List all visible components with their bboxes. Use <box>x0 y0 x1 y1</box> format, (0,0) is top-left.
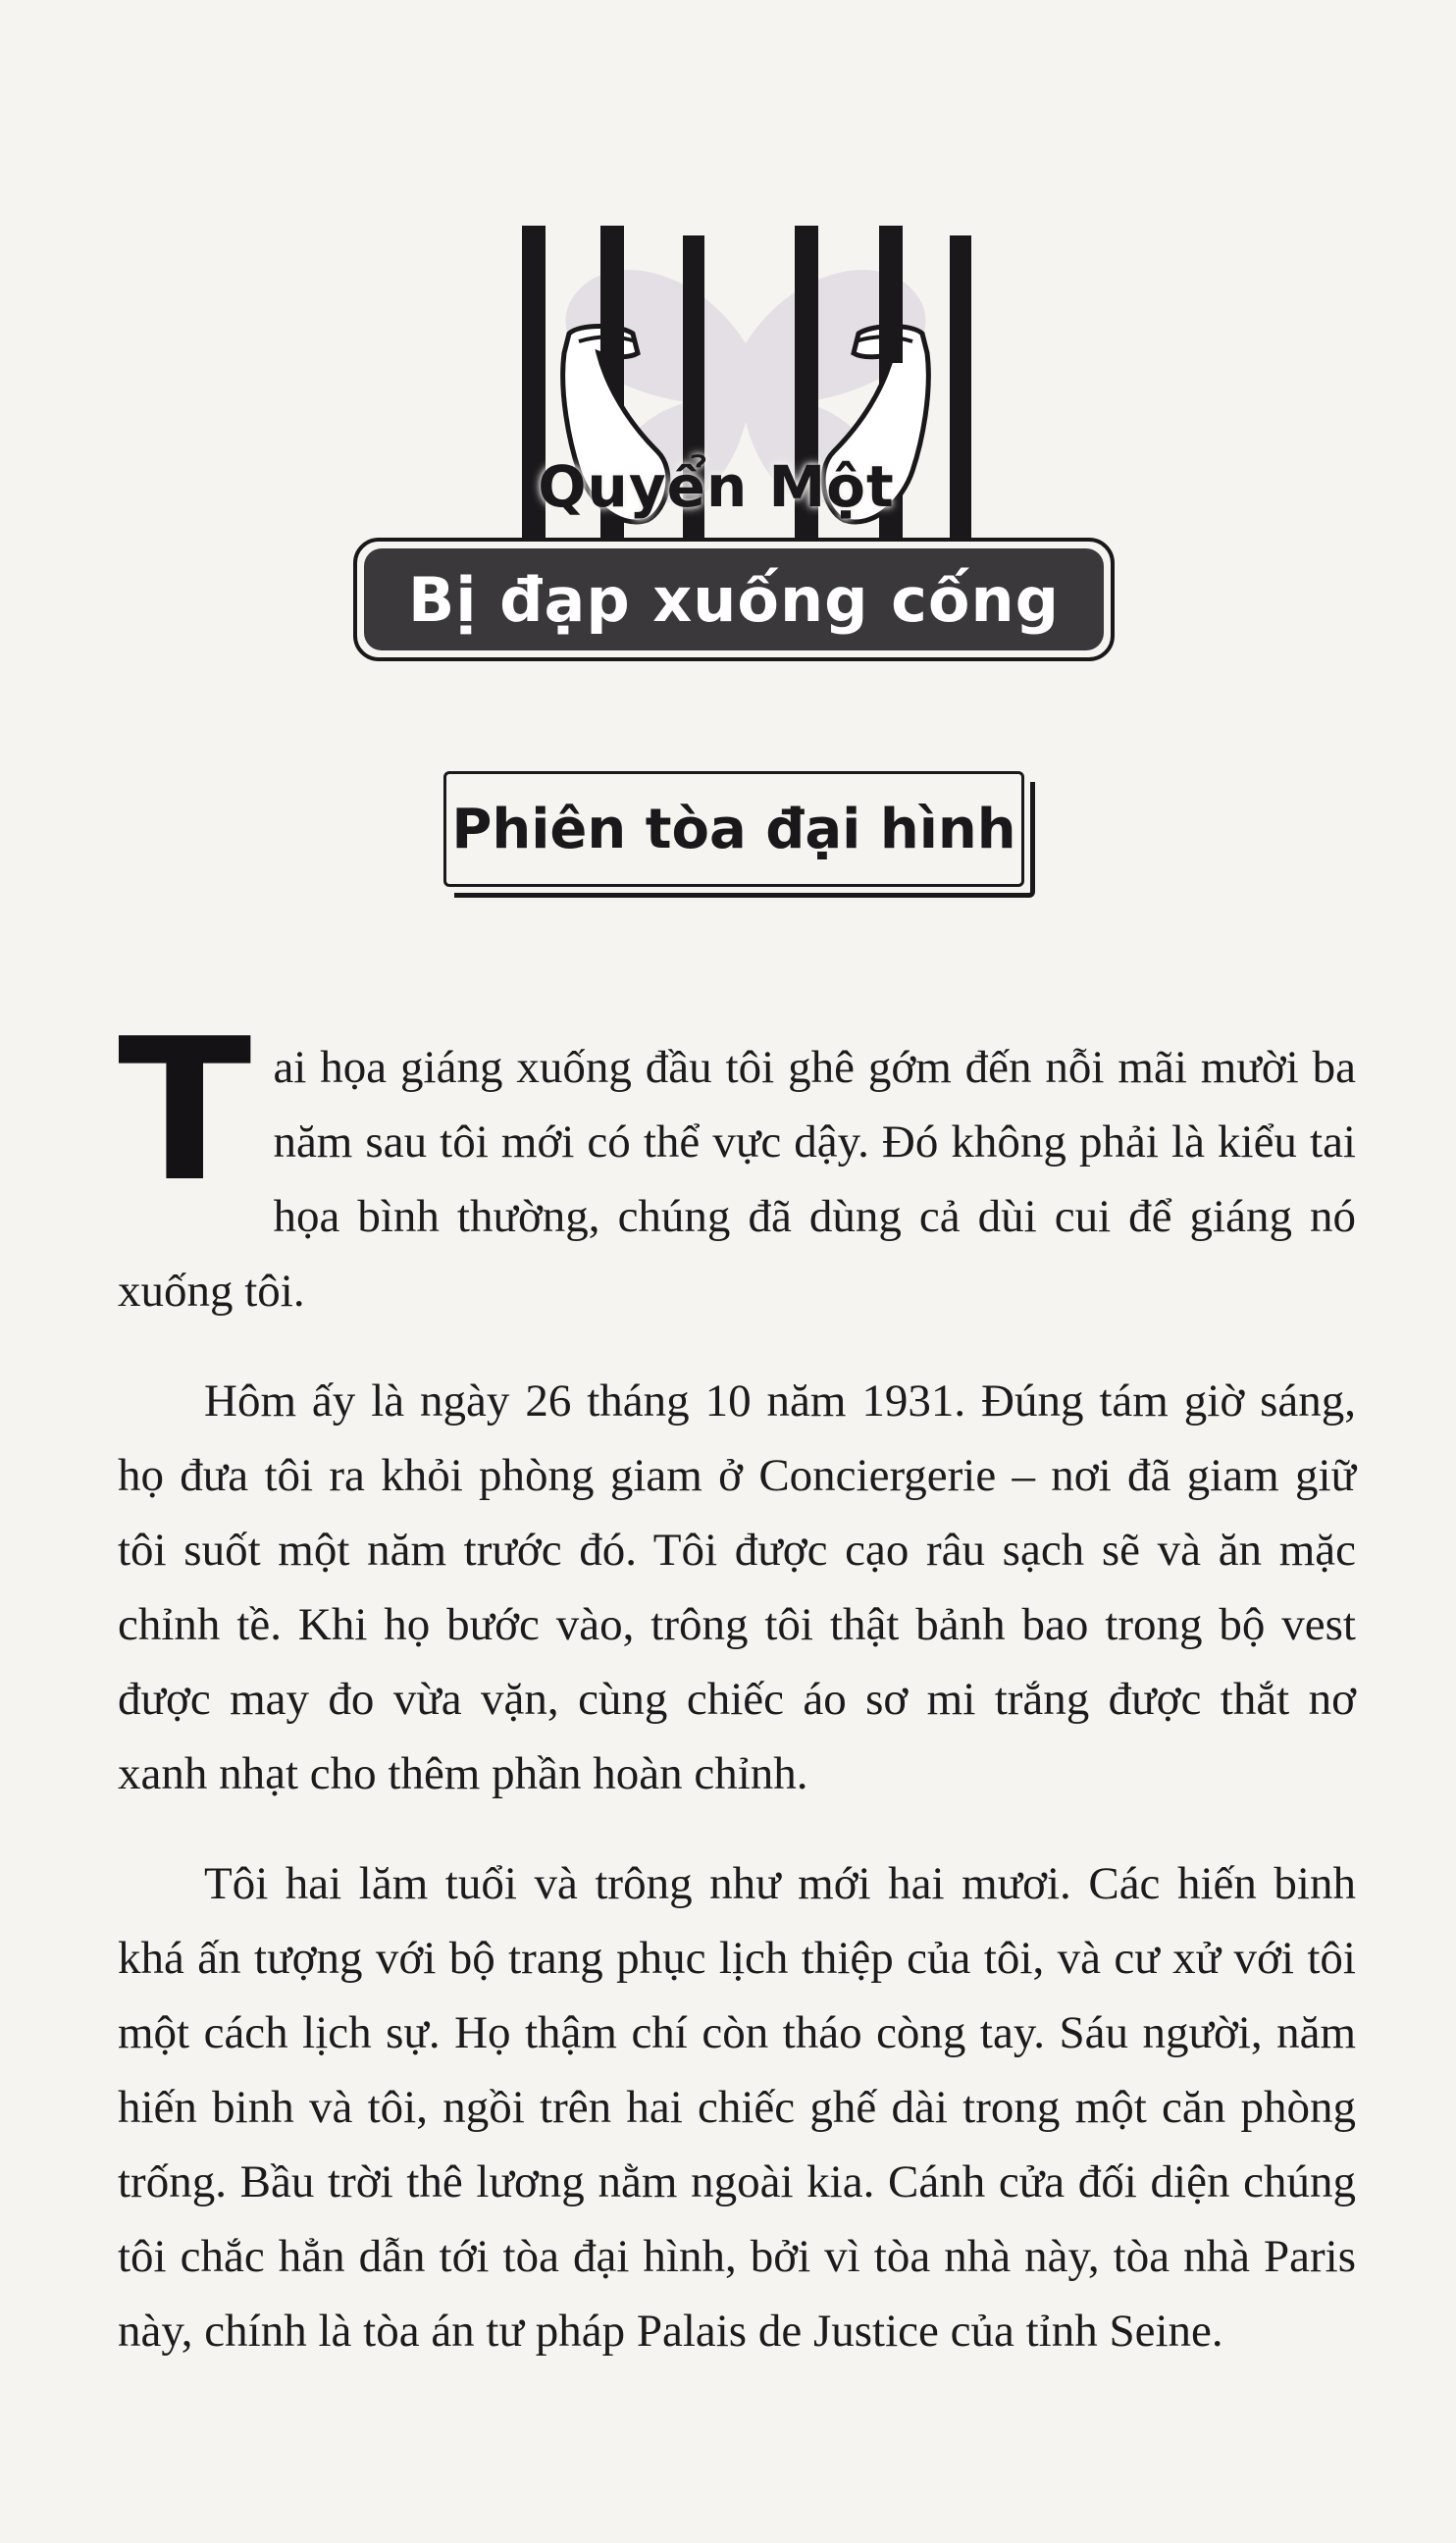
part-banner <box>353 538 1115 661</box>
paragraph-1 <box>118 997 1356 1328</box>
body-text <box>118 997 1356 2404</box>
paragraph-3: Tôi hai lăm tuổi và trông như mới hai mươi. Các hiến binh khá ấn tượng với bộ trang phục lịch thiệp của tôi, và cư xử với tôi một cách lịch sự. Họ thậm chí còn tháo còng tay. Sáu người, năm hiến binh và tôi, ngồi trên hai chiếc ghế dài trong một căn phòng trống. Bầu trời thê lương nằm ngoài kia. Cánh cửa đối diện chúng tôi chắc hẳn dẫn tới tòa đại hình, bởi vì tòa nhà này, tòa nhà Paris này, chính là tòa án tư pháp Palais de Justice của tỉnh Seine. <box>118 1858 1356 2357</box>
paragraph-1-text: ai họa giáng xuống đầu tôi ghê gớm đến nỗi mãi mười ba năm sau tôi mới có thể vực dậy. Đó không phải là kiểu tai họa bình thường, chúng đã dùng cả dùi cui để giáng nó xuống tôi. <box>118 1042 1356 1317</box>
paragraph-2: Hôm ấy là ngày 26 tháng 10 năm 1931. Đúng tám giờ sáng, họ đưa tôi ra khỏi phòng giam ở Conciergerie – nơi đã giam giữ tôi suốt một năm trước đó. Tôi được cạo râu sạch sẽ và ăn mặc chỉnh tề. Khi họ bước vào, trông tôi thật bảnh bao trong bộ vest được may đo vừa vặn, cùng chiếc áo sơ mi trắng được thắt nơ xanh nhạt cho thêm phần hoàn chỉnh. <box>118 1375 1356 1799</box>
section-title: Phiên tòa đại hình <box>451 797 1016 861</box>
section-title-box <box>443 771 1024 887</box>
part-banner-fill <box>364 548 1104 650</box>
part-title: Bị đạp xuống cống <box>408 563 1060 636</box>
drop-cap: T <box>118 997 252 1225</box>
book-title: Quyển Một <box>538 453 895 520</box>
